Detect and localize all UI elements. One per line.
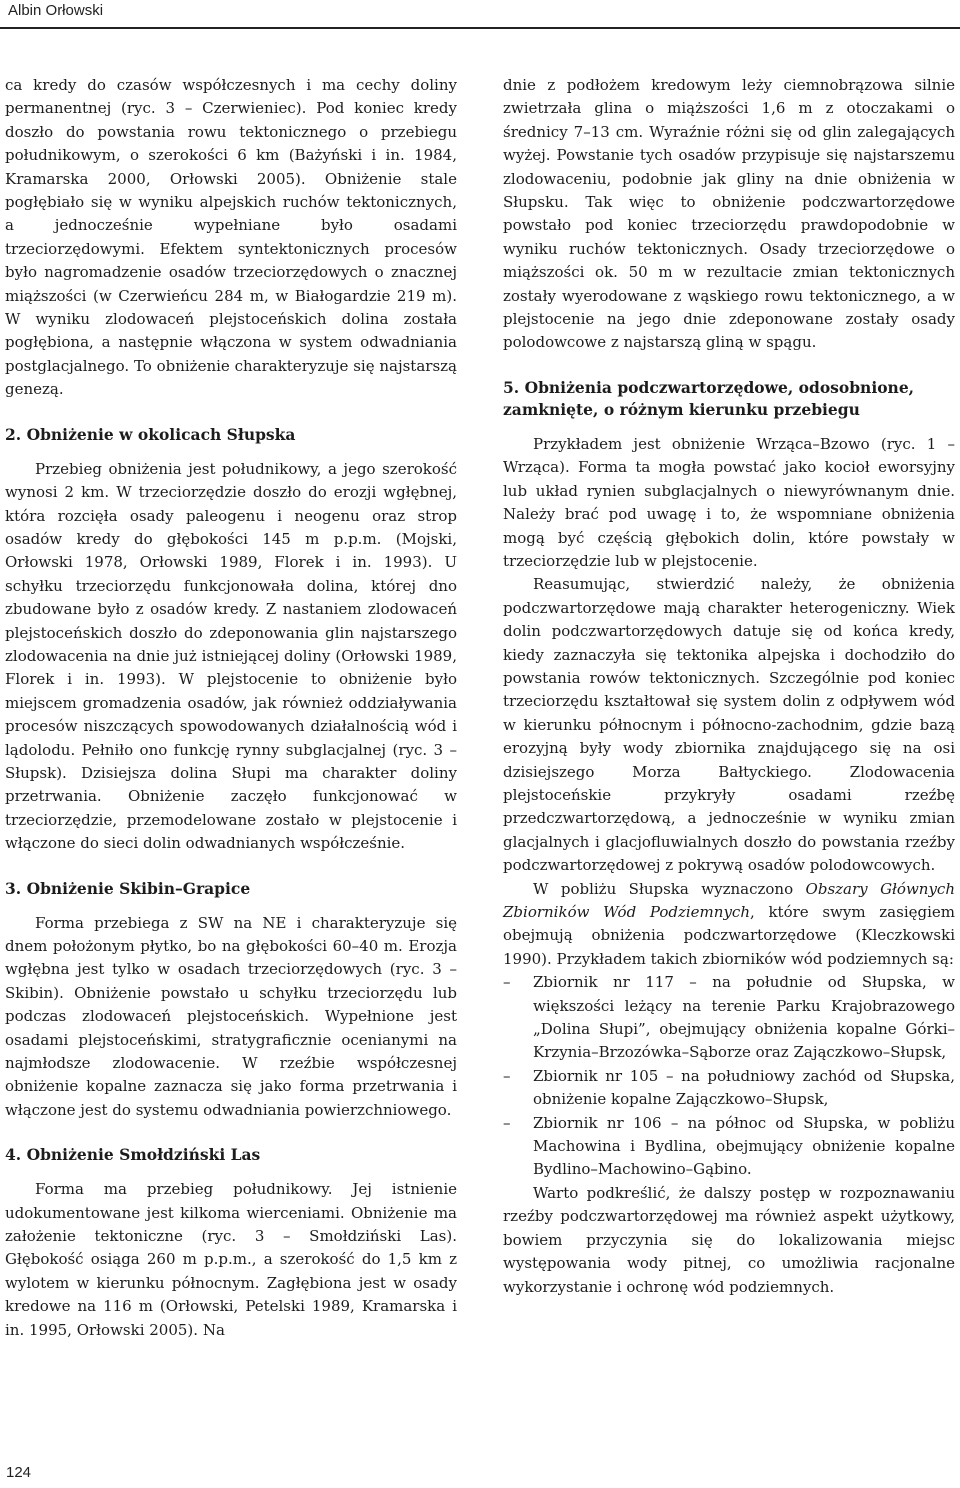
list-item: [503, 971, 955, 1065]
groundwater-reservoirs-term: Obszary Głównych Zbiorników Wód Podziemnych: [503, 879, 955, 921]
list-item: [503, 1065, 955, 1112]
section-5-paragraph-3: [503, 878, 955, 972]
list-dash: –: [503, 1113, 511, 1132]
paragraph-3-tail: , które swym zasięgiem obejmują obniżenia podczwartorzędowe (Kleczkowski 1990). Przykładem takich zbiorników wód podziemnych są:: [503, 903, 955, 968]
list-item-text: Zbiornik nr 117 – na południe od Słupska, w większości leżący na terenie Parku Krajobrazowego „Dolina Słupi”, obejmujący obniżenia kopalne Górki–Krzynia–Brzozówka–Sąborze oraz Zajączkowo–Słupsk,: [533, 973, 955, 1062]
list-item: [503, 1112, 955, 1182]
reservoir-list: [503, 971, 955, 1182]
section-2-heading: 2. Obniżenie w okolicach Słupska: [5, 424, 296, 444]
list-item-text: Zbiornik nr 106 – na północ od Słupska, w pobliżu Machowina i Bydlina, obejmujący obniżenie kopalne Bydlino–Machowino–Gąbino.: [533, 1113, 955, 1179]
header-rule: [0, 27, 960, 29]
closing-paragraph: Warto podkreślić, że dalszy postęp w rozpoznawaniu rzeźby podczwartorzędowej ma również aspekt użytkowy, bowiem przyczynia się do lokalizowania miejsc występowania wody pitnej, co umożliwia racjonalne wykorzystanie i ochronę wód podziemnych.: [503, 1183, 955, 1296]
paragraph-3-lead: W pobliżu Słupska wyznaczono: [533, 879, 806, 898]
section-3-heading: 3. Obniżenie Skibin–Grapice: [5, 878, 251, 898]
left-intro-paragraph: ca kredy do czasów współczesnych i ma cechy doliny permanentnej (ryc. 3 – Czerwieniec). Pod koniec kredy doszło do powstania rowu tektonicznego o przebiegu południkowym, o szerokości 6 km (Bażyński i in. 1984, Kramarska 2000, Orłowski 2005). Obniżenie stale pogłębiało się w wyniku alpejskich ruchów tektonicznych, a jednocześnie wypełniane było osadami trzeciorzędowymi. Efektem syntektonicznych procesów było nagromadzenie osadów trzeciorzędowych o znacznej miąższości (w Czerwieńcu 284 m, w Białogardzie 219 m). W wyniku zlodowaceń plejstoceńskich dolina została pogłębiona, a następnie włączona w system odwadniania postglacjalnego. To obniżenie charakteryzuje się najstarszą genezą.: [5, 76, 457, 399]
section-4-heading: 4. Obniżenie Smołdziński Las: [5, 1145, 261, 1165]
section-3-paragraph: Forma przebiega z SW na NE i charakteryzuje się dnem położonym płytko, bo na głębokości 60–40 m. Erozja wgłębna jest tylko w osadach trzeciorzędowych (ryc. 3 – Skibin). Obniżenie powstało u schyłku trzeciorzędu lub podczas zlodowaceń plejstoceńskich. Wypełnione jest osadami plejstoceńskimi, stratygraficznie ocenianymi na najmłodsze zlodowacenie. W rzeźbie współczesnej obniżenie kopalne zaznacza się jako forma przetrwania i włączone jest do systemu odwadniania powierzchniowego.: [5, 913, 457, 1119]
list-dash: –: [503, 1066, 511, 1085]
list-dash: –: [503, 973, 511, 992]
section-2-paragraph: Przebieg obniżenia jest południkowy, a jego szerokość wynosi 2 km. W trzeciorzędzie doszło do erozji wgłębnej, która rozcięła osady paleogenu i neogenu oraz strop osadów kredy do głębokości 145 m p.p.m. (Mojski, Orłowski 1978, Orłowski 1989, Florek i in. 1993). U schyłku trzeciorzędu funkcjonowała dolina, której dno zbudowane było z osadów kredy. Z nastaniem zlodowaceń plejstoceńskich doszło do zdeponowania glin najstarszego zlodowacenia na dnie już istniejącej doliny (Orłowski 1989, Florek i in. 1993). W plejstocenie to obniżenie było miejscem gromadzenia osadów, jak również oddziaływania procesów niszczących spowodowanych działalnością wód i lądolodu. Pełniło ono funkcję rynny subglacjalnej (ryc. 3 – Słupsk). Dzisiejsza dolina Słupi ma charakter doliny przetrwania. Obniżenie zaczęło funkcjonować w trzeciorzędzie, przemodelowane zostało w plejstocenie i włączone do sieci dolin odwadnianych współcześnie.: [5, 459, 457, 853]
page-number: 124: [6, 1464, 32, 1481]
section-4-paragraph: Forma ma przebieg południkowy. Jej istnienie udokumentowane jest kilkoma wierceniami. Obniżenie ma założenie tektoniczne (ryc. 3 – Smołdziński Las). Głębokość osiąga 260 m p.p.m., a szerokość do 1,5 km z wylotem w kierunku północnym. Zagłębiona jest w osady kredowe na 116 m (Orłowski, Petelski 1989, Kramarska i in. 1995, Orłowski 2005). Na: [5, 1180, 457, 1339]
list-item-text: Zbiornik nr 105 – na południowy zachód od Słupska, obniżenie kopalne Zajączkowo–Słupsk,: [533, 1066, 955, 1109]
section-5-paragraph-2: Reasumując, stwierdzić należy, że obniżenia podczwartorzędowe mają charakter heterogeniczny. Wiek dolin podczwartorzędowych datuje się od końca kredy, kiedy zaznaczyła się tektonika alpejska i dochodziło do powstania rowów tektonicznych. Szczególnie pod koniec trzeciorzędu kształtował się system dolin z odpływem wód w kierunku północnym i północno-zachodnim, gdzie bazą erozyjną były wody zbiornika znajdującego się na osi dzisiejszego Morza Bałtyckiego. Zlodowacenia plejstoceńskie przykryły osadami rzeźbę przedczwartorzędową, a jednocześnie w wyniku zmian glacjalnych i glacjofluwialnych doszło do powstania rzeźby podczwartorzędowej z pokrywą osadów polodowcowych.: [503, 575, 955, 875]
running-header-author: Albin Orłowski: [8, 2, 104, 19]
section-5-heading: 5. Obniżenia podczwartorzędowe, odosobnione, zamknięte, o różnym kierunku przebiegu: [503, 377, 915, 419]
left-column: [5, 74, 457, 1342]
right-column: [503, 74, 955, 1299]
right-intro-paragraph: dnie z podłożem kredowym leży ciemnobrązowa silnie zwietrzała glina o miąższości 1,6 m z otoczakami o średnicy 7–13 cm. Wyraźnie różni się od glin zalegających wyżej. Powstanie tych osadów przypisuje się najstarszemu zlodowaceniu, podobnie jak gliny na dnie obniżenia w Słupsku. Tak więc to obniżenie podczwartorzędowe powstało pod koniec trzeciorzędu prawdopodobnie w wyniku ruchów tektonicznych. Osady trzeciorzędowe o miąższości ok. 50 m w rezultacie zmian tektonicznych zostały wyerodowane z wąskiego rowu tektonicznego, a w plejstocenie na jego dnie zdeponowane zostały osady polodowcowe z najstarszą gliną w spągu.: [503, 76, 955, 352]
section-5-paragraph-1: Przykładem jest obniżenie Wrząca–Bzowo (ryc. 1 – Wrząca). Forma ta mogła powstać jako kocioł eworsyjny lub układ rynien subglacjalnych o niewyrównanym dnie. Należy brać pod uwagę i to, że wspomniane obniżenia mogą być częścią głębokich dolin, które powstały w trzeciorzędzie lub w plejstocenie.: [503, 434, 955, 570]
